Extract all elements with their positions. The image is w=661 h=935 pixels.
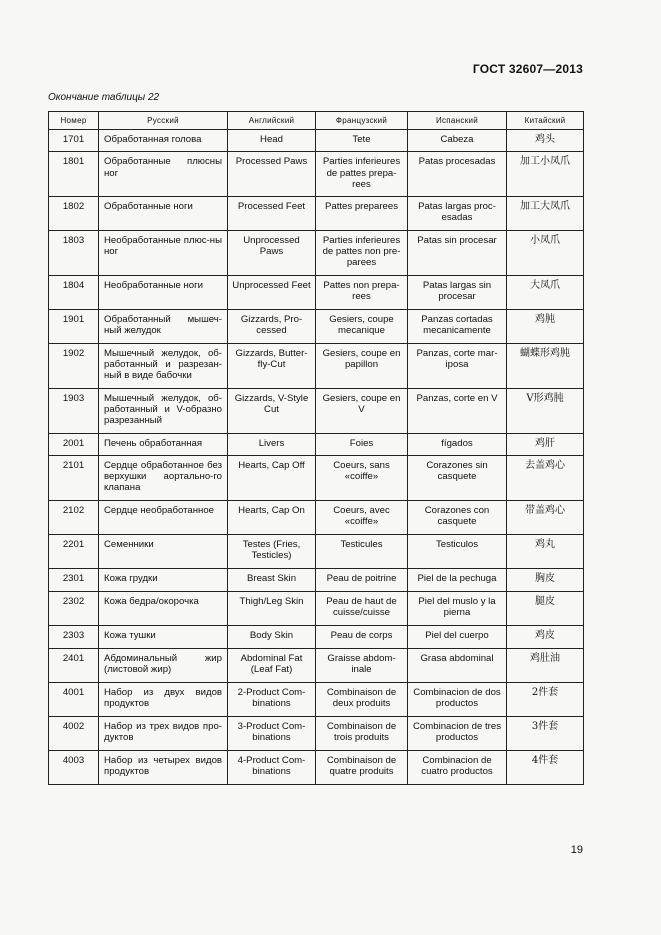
spanish-name: Piel del muslo y la pierna <box>408 591 507 625</box>
french-name: Combinaison de quatre produits <box>316 750 408 784</box>
chinese-name: 鸡丸 <box>507 534 584 568</box>
english-name: 4-Product Com-binations <box>228 750 316 784</box>
chinese-name: 鸡肝 <box>507 433 584 455</box>
russian-name: Сердце обработанное без верхушки аортально-го клапана <box>99 455 228 500</box>
russian-name: Абдоминальный жир (листовой жир) <box>99 648 228 682</box>
russian-name: Обработанный мышеч-ный желудок <box>99 309 228 343</box>
english-name: Body Skin <box>228 625 316 648</box>
chinese-name: 鸡头 <box>507 130 584 152</box>
row-number: 2303 <box>49 625 99 648</box>
spanish-name: fígados <box>408 433 507 455</box>
spanish-name: Patas procesadas <box>408 152 507 196</box>
french-name: Peau de corps <box>316 625 408 648</box>
column-header-french: Французский <box>316 112 408 130</box>
english-name: Abdominal Fat (Leaf Fat) <box>228 648 316 682</box>
table-row <box>49 130 584 152</box>
french-name: Graisse abdom-inale <box>316 648 408 682</box>
english-name: Testes (Fries, Testicles) <box>228 534 316 568</box>
spanish-name: Patas largas proc-esadas <box>408 196 507 230</box>
french-name: Combinaison de trois produits <box>316 716 408 750</box>
spanish-name: Piel del cuerpo <box>408 625 507 648</box>
chinese-name: 加工小凤爪 <box>507 152 584 196</box>
chinese-name: 加工大凤爪 <box>507 196 584 230</box>
chinese-name: 鸡肚油 <box>507 648 584 682</box>
table-row <box>49 152 584 196</box>
spanish-name: Combinacion de cuatro productos <box>408 750 507 784</box>
chinese-name: 4件套 <box>507 750 584 784</box>
french-name: Peau de poitrine <box>316 568 408 591</box>
french-name: Coeurs, sans «coiffe» <box>316 455 408 500</box>
table-row <box>49 388 584 433</box>
russian-name: Кожа бедра/окорочка <box>99 591 228 625</box>
row-number: 2001 <box>49 433 99 455</box>
russian-name: Обработанная голова <box>99 130 228 152</box>
column-header-russian: Русский <box>99 112 228 130</box>
chinese-name: 胸皮 <box>507 568 584 591</box>
french-name: Pattes preparees <box>316 196 408 230</box>
russian-name: Набор из четырех видов продуктов <box>99 750 228 784</box>
chinese-name: 带盖鸡心 <box>507 500 584 534</box>
english-name: Gizzards, Butter-fly-Cut <box>228 343 316 388</box>
row-number: 2102 <box>49 500 99 534</box>
row-number: 1901 <box>49 309 99 343</box>
table-row <box>49 343 584 388</box>
english-name: Unprocessed Paws <box>228 230 316 275</box>
table-row <box>49 534 584 568</box>
english-name: Gizzards, Pro-cessed <box>228 309 316 343</box>
spanish-name: Panzas, corte mar-iposa <box>408 343 507 388</box>
spanish-name: Cabeza <box>408 130 507 152</box>
row-number: 4001 <box>49 682 99 716</box>
english-name: Gizzards, V-Style Cut <box>228 388 316 433</box>
spanish-name: Corazones sin casquete <box>408 455 507 500</box>
english-name: Processed Paws <box>228 152 316 196</box>
russian-name: Кожа тушки <box>99 625 228 648</box>
russian-name: Обработанные плюсны ног <box>99 152 228 196</box>
french-name: Parties inferieures de pattes prepa-rees <box>316 152 408 196</box>
table-row <box>49 309 584 343</box>
row-number: 2301 <box>49 568 99 591</box>
column-header-chinese: Китайский <box>507 112 584 130</box>
french-name: Coeurs, avec «coiffe» <box>316 500 408 534</box>
english-name: Hearts, Cap On <box>228 500 316 534</box>
french-name: Gesiers, coupe mecanique <box>316 309 408 343</box>
french-name: Pattes non prepa-rees <box>316 275 408 309</box>
chinese-name: 鸡肫 <box>507 309 584 343</box>
spanish-name: Corazones con casquete <box>408 500 507 534</box>
table-row <box>49 196 584 230</box>
translation-table <box>48 111 584 785</box>
chinese-name: 2件套 <box>507 682 584 716</box>
chinese-name: V形鸡肫 <box>507 388 584 433</box>
row-number: 2401 <box>49 648 99 682</box>
row-number: 2101 <box>49 455 99 500</box>
french-name: Gesiers, coupe en papillon <box>316 343 408 388</box>
english-name: Thigh/Leg Skin <box>228 591 316 625</box>
english-name: Hearts, Cap Off <box>228 455 316 500</box>
table-row <box>49 455 584 500</box>
russian-name: Печень обработанная <box>99 433 228 455</box>
french-name: Tete <box>316 130 408 152</box>
chinese-name: 鸡皮 <box>507 625 584 648</box>
column-header-spanish: Испанский <box>408 112 507 130</box>
chinese-name: 去盖鸡心 <box>507 455 584 500</box>
spanish-name: Patas sin procesar <box>408 230 507 275</box>
row-number: 1903 <box>49 388 99 433</box>
table-row <box>49 230 584 275</box>
column-header-number: Номер <box>49 112 99 130</box>
table-row <box>49 750 584 784</box>
row-number: 2201 <box>49 534 99 568</box>
spanish-name: Panzas, corte en V <box>408 388 507 433</box>
table-row <box>49 500 584 534</box>
chinese-name: 蝴蝶形鸡肫 <box>507 343 584 388</box>
row-number: 4002 <box>49 716 99 750</box>
table-row <box>49 625 584 648</box>
table-header-row <box>49 112 584 130</box>
chinese-name: 小凤爪 <box>507 230 584 275</box>
russian-name: Кожа грудки <box>99 568 228 591</box>
french-name: Testicules <box>316 534 408 568</box>
french-name: Peau de haut de cuisse/cuisse <box>316 591 408 625</box>
french-name: Parties inferieures de pattes non pre-parees <box>316 230 408 275</box>
table-continuation-caption: Окончание таблицы 22 <box>48 92 160 103</box>
spanish-name: Testiculos <box>408 534 507 568</box>
row-number: 1803 <box>49 230 99 275</box>
english-name: Breast Skin <box>228 568 316 591</box>
russian-name: Семенники <box>99 534 228 568</box>
chinese-name: 大凤爪 <box>507 275 584 309</box>
row-number: 1902 <box>49 343 99 388</box>
spanish-name: Patas largas sin procesar <box>408 275 507 309</box>
russian-name: Обработанные ноги <box>99 196 228 230</box>
table-row <box>49 591 584 625</box>
russian-name: Набор из трех видов про-дуктов <box>99 716 228 750</box>
table-row <box>49 568 584 591</box>
french-name: Combinaison de deux produits <box>316 682 408 716</box>
russian-name: Набор из двух видов продуктов <box>99 682 228 716</box>
spanish-name: Combinacion de tres productos <box>408 716 507 750</box>
row-number: 2302 <box>49 591 99 625</box>
chinese-name: 腿皮 <box>507 591 584 625</box>
standard-designation: ГОСТ 32607—2013 <box>472 62 583 76</box>
english-name: Processed Feet <box>228 196 316 230</box>
russian-name: Необработанные плюс-ны ног <box>99 230 228 275</box>
french-name: Gesiers, coupe en V <box>316 388 408 433</box>
chinese-name: 3件套 <box>507 716 584 750</box>
english-name: Head <box>228 130 316 152</box>
russian-name: Мышечный желудок, об-работанный и V-образно разрезанный <box>99 388 228 433</box>
english-name: 2-Product Com-binations <box>228 682 316 716</box>
column-header-english: Английский <box>228 112 316 130</box>
french-name: Foies <box>316 433 408 455</box>
russian-name: Мышечный желудок, об-работанный и разрезан-ный в виде бабочки <box>99 343 228 388</box>
table-row <box>49 648 584 682</box>
table-row <box>49 682 584 716</box>
table-row <box>49 433 584 455</box>
row-number: 4003 <box>49 750 99 784</box>
english-name: 3-Product Com-binations <box>228 716 316 750</box>
row-number: 1701 <box>49 130 99 152</box>
russian-name: Необработанные ноги <box>99 275 228 309</box>
english-name: Livers <box>228 433 316 455</box>
row-number: 1804 <box>49 275 99 309</box>
english-name: Unprocessed Feet <box>228 275 316 309</box>
spanish-name: Panzas cortadas mecanicamente <box>408 309 507 343</box>
page-number: 19 <box>570 844 583 856</box>
row-number: 1801 <box>49 152 99 196</box>
table-row <box>49 716 584 750</box>
row-number: 1802 <box>49 196 99 230</box>
spanish-name: Grasa abdominal <box>408 648 507 682</box>
table-row <box>49 275 584 309</box>
russian-name: Сердце необработанное <box>99 500 228 534</box>
spanish-name: Piel de la pechuga <box>408 568 507 591</box>
spanish-name: Combinacion de dos productos <box>408 682 507 716</box>
